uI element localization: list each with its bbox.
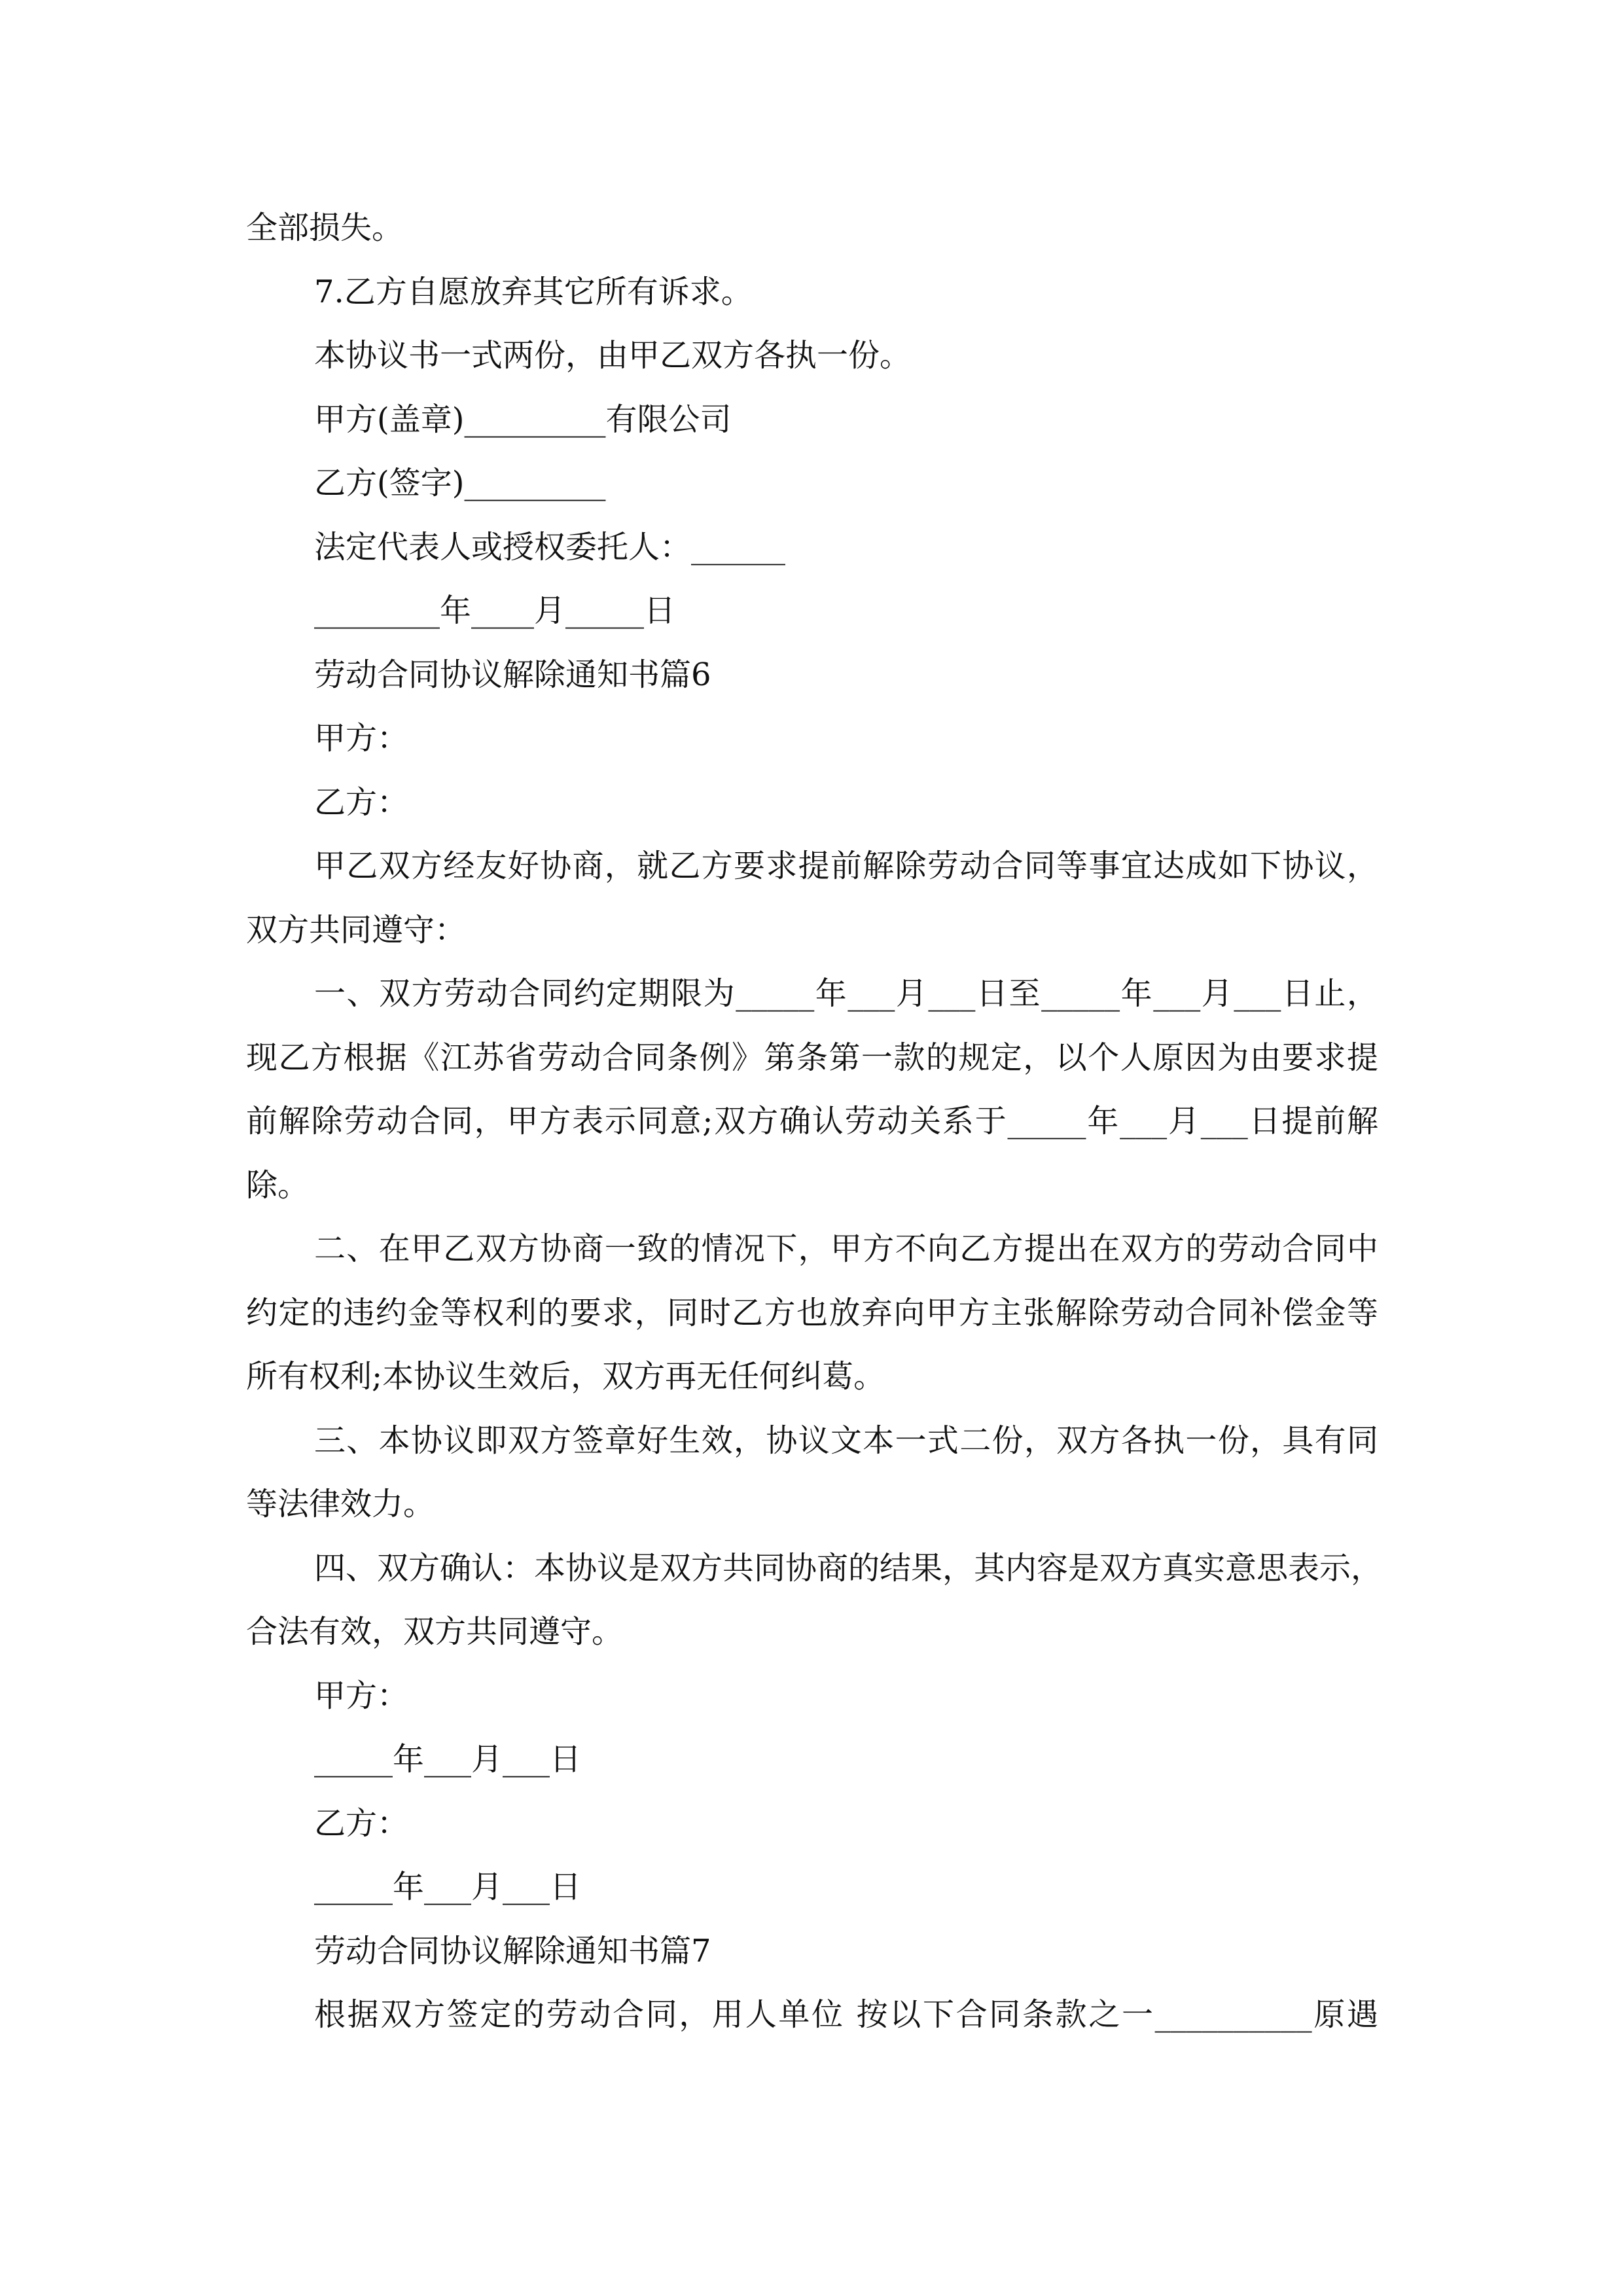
text-line-13: 一、双方劳动合同约定期限为_____年___月___日至_____年___月___日止，	[314, 975, 1378, 1012]
document-body	[246, 196, 1383, 2047]
text-line-14: 现乙方根据《江苏省劳动合同条例》第条第一款的规定，以个人原因为由要求提	[246, 1039, 1378, 1076]
section-heading-7: 劳动合同协议解除通知书篇7	[314, 1932, 711, 1969]
text-line-5: 乙方(签字)_________	[314, 465, 606, 501]
text-line-26: 乙方：	[314, 1804, 409, 1842]
text-line-24: 甲方：	[314, 1677, 409, 1714]
section-heading-6: 劳动合同协议解除通知书篇6	[314, 656, 711, 693]
text-line-25: _____年___月___日	[314, 1741, 582, 1778]
text-line-9: 甲方：	[314, 720, 409, 757]
text-line-27: _____年___月___日	[314, 1869, 582, 1905]
text-line-6: 法定代表人或授权委托人：______	[314, 528, 786, 565]
text-line-29: 根据双方签定的劳动合同，用人单位 按以下合同条款之一__________原遇	[314, 1996, 1378, 2033]
text-line-3: 本协议书一式两份，由甲乙双方各执一份。	[314, 337, 912, 374]
text-line-11: 甲乙双方经友好协商，就乙方要求提前解除劳动合同等事宜达成如下协议，	[314, 848, 1378, 884]
text-line-19: 所有权利;本协议生效后，双方再无任何纠葛。	[246, 1358, 885, 1395]
text-line-22: 四、双方确认：本协议是双方共同协商的结果，其内容是双方真实意思表示，	[314, 1549, 1383, 1587]
text-line-20: 三、本协议即双方签章好生效，协议文本一式二份，双方各执一份，具有同	[314, 1422, 1378, 1459]
text-line-17: 二、在甲乙双方协商一致的情况下，甲方不向乙方提出在双方的劳动合同中	[314, 1230, 1378, 1267]
text-line-10: 乙方：	[314, 783, 409, 821]
text-line-16: 除。	[246, 1166, 310, 1204]
text-line-18: 约定的违约金等权利的要求，同时乙方也放弃向甲方主张解除劳动合同补偿金等	[246, 1294, 1378, 1331]
text-line-4: 甲方(盖章)_________有限公司	[314, 401, 732, 438]
text-line-12: 双方共同遵守：	[246, 911, 467, 948]
text-line-21: 等法律效力。	[246, 1486, 435, 1522]
text-line-23: 合法有效，双方共同遵守。	[246, 1613, 624, 1650]
text-line-1: 全部损失。	[246, 209, 404, 246]
text-line-7: ________年____月_____日	[314, 592, 676, 629]
text-line-2: 7.乙方自愿放弃其它所有诉求。	[314, 273, 753, 310]
text-line-15: 前解除劳动合同，甲方表示同意;双方确认劳动关系于_____年___月___日提前解	[246, 1103, 1378, 1139]
